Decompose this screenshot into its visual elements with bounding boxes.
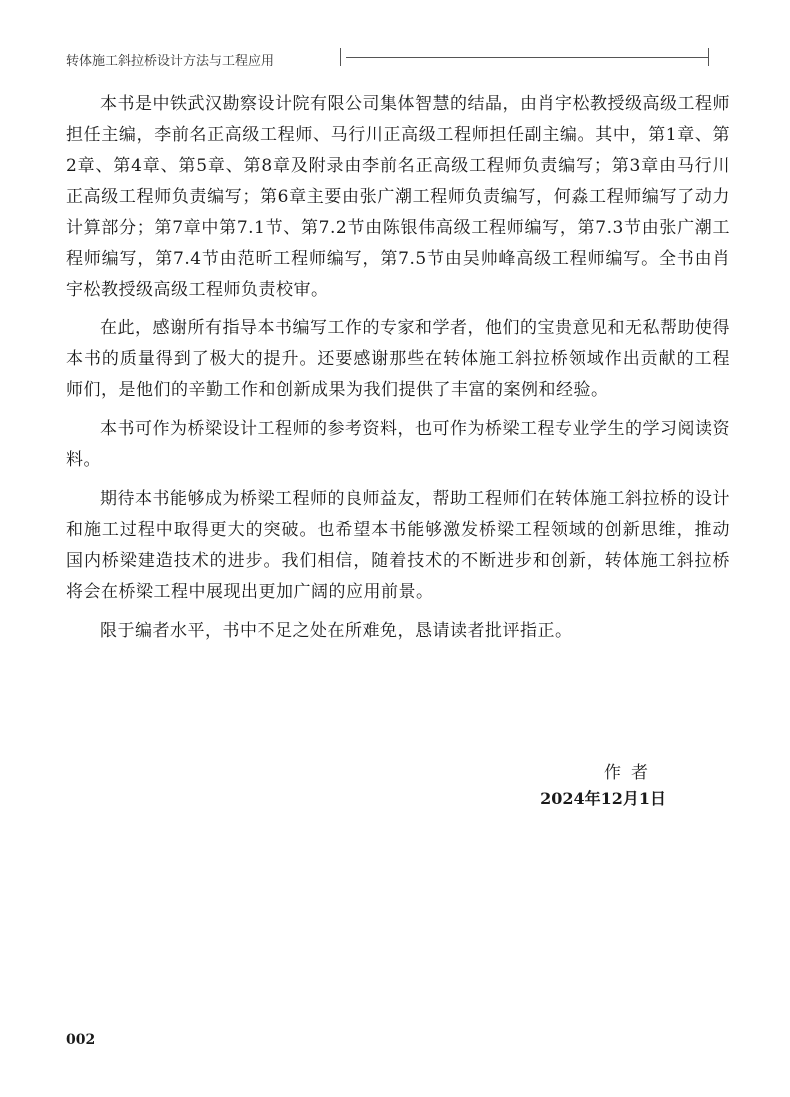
header-rule-end (708, 48, 709, 66)
signature-block (536, 760, 696, 812)
page-number: 002 (66, 1032, 96, 1048)
signature-date: 2024年12月1日 (540, 789, 666, 808)
header-separator (340, 48, 341, 66)
running-header (66, 46, 710, 72)
paragraph-expectation: 期待本书能够成为桥梁工程师的良师益友，帮助工程师们在转体施工斜拉桥的设计和施工过程中取得更大的突破。也希望本书能够激发桥梁工程领域的创新思维，推动国内桥梁建造技术的进步。我们相信，随着技术的不断进步和创新，转体施工斜拉桥将会在桥梁工程中展现出更加广阔的应用前景。 (66, 489, 730, 602)
paragraph-authorship: 本书是中铁武汉勘察设计院有限公司集体智慧的结晶，由肖宇松教授级高级工程师担任主编，李前名正高级工程师、马行川正高级工程师担任副主编。其中，第1章、第2章、第4章、第5章、第8章及附录由李前名正高级工程师负责编写；第3章由马行川正高级工程师负责编写；第6章主要由张广潮工程师负责编写，何淼工程师编写了动力计算部分；第7章中第7.1节、第7.2节由陈银伟高级工程师编写，第7.3节由张广潮工程师编写，第7.4节由范昕工程师编写，第7.5节由吴帅峰高级工程师编写。全书由肖宇松教授级高级工程师负责校审。 (66, 94, 730, 300)
preface-body (66, 89, 730, 655)
paragraph-audience: 本书可作为桥梁设计工程师的参考资料，也可作为桥梁工程专业学生的学习阅读资料。 (66, 419, 730, 470)
header-rule (346, 57, 708, 58)
signature-author: 作者 (604, 763, 658, 783)
paragraph-acknowledgement: 在此，感谢所有指导本书编写工作的专家和学者，他们的宝贵意见和无私帮助使得本书的质量得到了极大的提升。还要感谢那些在转体施工斜拉桥领域作出贡献的工程师们，是他们的辛勤工作和创新成果为我们提供了丰富的案例和经验。 (66, 318, 730, 400)
book-title: 转体施工斜拉桥设计方法与工程应用 (66, 54, 275, 69)
paragraph-disclaimer: 限于编者水平，书中不足之处在所难免，恳请读者批评指正。 (100, 621, 573, 641)
